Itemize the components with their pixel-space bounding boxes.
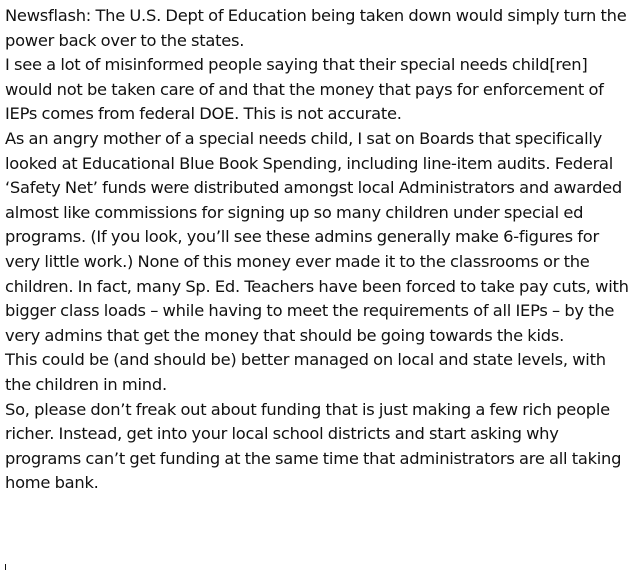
- document-body: [5, 4, 631, 496]
- paragraph-newsflash: Newsflash: The U.S. Dept of Education being taken down would simply turn the power back over to the states.: [5, 6, 627, 50]
- paragraph-angry-mother: As an angry mother of a special needs child, I sat on Boards that specifically looked at Educational Blue Book Spending, including line-item audits. Federal ‘Safety Net’ funds were distributed amongst local Administrators and awarded almost like commissions for signing up so many children under special ed programs. (If you look, you’ll see these admins generally make 6-figures for very little work.) None of this money ever made it to the classrooms or the children. In fact, many Sp. Ed. Teachers have been forced to take pay cuts, with bigger class loads – while having to meet the requirements of all IEPs – by the very admins that get the money that should be going towards the kids.: [5, 128, 629, 345]
- paragraph-funding: So, please don’t freak out about funding that is just making a few rich people richer. Instead, get into your local school districts and start asking why programs can’t get funding at the same time that administrators are all taking home bank.: [5, 399, 622, 493]
- text-cursor[interactable]: [5, 564, 6, 570]
- paragraph-misinformed: I see a lot of misinformed people saying that their special needs child[ren] would not be taken care of and that the money that pays for enforcement of IEPs comes from federal DOE. This is not accurate.: [5, 55, 604, 124]
- paragraph-better-managed: This could be (and should be) better managed on local and state levels, with the children in mind.: [5, 350, 606, 394]
